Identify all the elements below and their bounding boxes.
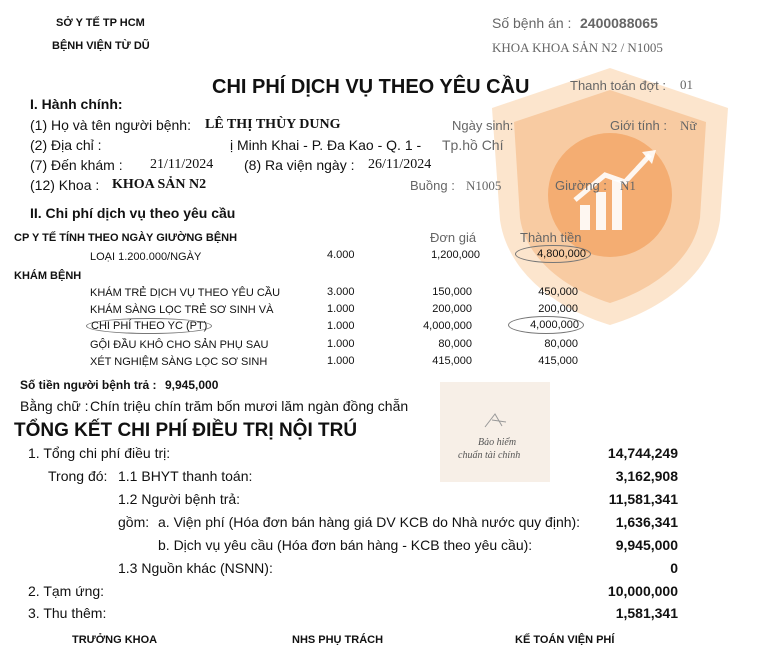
summary-title: TỔNG KẾT CHI PHÍ ĐIỀU TRỊ NỘI TRÚ bbox=[14, 420, 358, 441]
fee-b-value: 9,945,000 bbox=[615, 537, 678, 553]
service-price: 200,000 bbox=[432, 303, 472, 315]
total-label: 1. Tổng chi phí điều trị: bbox=[28, 445, 171, 461]
service-amount: 80,000 bbox=[544, 338, 578, 350]
city-value: Tp.hồ Chí bbox=[442, 137, 504, 153]
bhyt-value: 3,162,908 bbox=[615, 468, 678, 484]
service-name: CHI PHÍ THEO YC (PT) bbox=[86, 318, 212, 334]
gender-label: Giới tính : bbox=[610, 118, 667, 133]
services-section-title: II. Chi phí dịch vụ theo yêu cầu bbox=[30, 205, 236, 221]
ward-line: KHOA KHOA SẢN N2 / N1005 bbox=[492, 40, 663, 55]
dept-value: KHOA SẢN N2 bbox=[112, 177, 207, 192]
logo-text-2: chuẩn tài chính bbox=[458, 450, 521, 461]
includes-label: gồm: bbox=[118, 514, 150, 530]
admit-date: 21/11/2024 bbox=[150, 157, 214, 172]
record-label: Số bệnh án : bbox=[492, 15, 572, 31]
admin-section-title: I. Hành chính: bbox=[30, 96, 123, 112]
service-price: 415,000 bbox=[432, 355, 472, 367]
extra-label: 3. Thu thêm: bbox=[28, 605, 107, 621]
sign-nurse: NHS PHỤ TRÁCH bbox=[292, 634, 384, 646]
in-words-label: Bằng chữ : bbox=[20, 398, 89, 414]
group-title: KHÁM BỆNH bbox=[14, 270, 82, 282]
other-source-value: 0 bbox=[670, 560, 678, 576]
service-amount: 4,000,000 bbox=[508, 316, 584, 334]
address-label: (2) Địa chỉ : bbox=[30, 137, 102, 153]
bhyt-label: 1.1 BHYT thanh toán: bbox=[118, 468, 253, 484]
group-title: CP Y TẾ TÍNH THEO NGÀY GIƯỜNG BỆNH bbox=[14, 232, 238, 244]
of-which-label: Trong đó: bbox=[48, 468, 108, 484]
service-price: 80,000 bbox=[438, 338, 472, 350]
page-title: CHI PHÍ DỊCH VỤ THEO YÊU CẦU bbox=[212, 76, 530, 98]
fee-b-label: b. Dịch vụ yêu cầu (Hóa đơn bán hàng - KCB theo yêu cầu): bbox=[158, 537, 533, 553]
patient-pays-value: 9,945,000 bbox=[165, 378, 219, 392]
service-qty: 1.000 bbox=[327, 320, 355, 332]
advance-label: 2. Tạm ứng: bbox=[28, 583, 105, 599]
total-value: 14,744,249 bbox=[607, 445, 678, 461]
other-source-label: 1.3 Nguồn khác (NSNN): bbox=[118, 560, 273, 576]
room-value: N1005 bbox=[466, 178, 502, 193]
room-label: Buồng : bbox=[410, 178, 455, 193]
sign-accountant: KẾ TOÁN VIỆN PHÍ bbox=[515, 634, 615, 646]
service-qty: 1.000 bbox=[327, 303, 355, 315]
dept-of-health: SỞ Y TẾ TP HCM bbox=[56, 17, 145, 29]
gender-value: Nữ bbox=[680, 118, 697, 133]
service-price: 4,000,000 bbox=[423, 320, 472, 332]
advance-value: 10,000,000 bbox=[607, 583, 678, 599]
service-qty: 1.000 bbox=[327, 355, 355, 367]
hospital-name: BỆNH VIỆN TỪ DŨ bbox=[52, 40, 150, 52]
patient-name-label: (1) Họ và tên người bệnh: bbox=[30, 117, 191, 133]
service-name: XÉT NGHIỆM SÀNG LỌC SƠ SINH bbox=[90, 356, 268, 368]
service-qty: 3.000 bbox=[327, 286, 355, 298]
patient-name: LÊ THỊ THÙY DUNG bbox=[205, 117, 341, 132]
service-name: LOẠI 1.200.000/NGÀY bbox=[90, 251, 202, 263]
fee-a-label: a. Viện phí (Hóa đơn bán hàng giá DV KCB do Nhà nước quy định): bbox=[158, 514, 581, 530]
service-name: KHÁM TRẺ DỊCH VỤ THEO YÊU CẦU bbox=[90, 287, 281, 299]
address-value: ị Minh Khai - P. Đa Kao - Q. 1 - bbox=[230, 137, 422, 153]
insurance-logo bbox=[440, 382, 550, 482]
service-amount: 450,000 bbox=[538, 286, 578, 298]
patient-pays-label: Số tiền người bệnh trả : bbox=[20, 378, 157, 392]
admit-label: (7) Đến khám : bbox=[30, 157, 123, 173]
service-amount: 415,000 bbox=[538, 355, 578, 367]
service-name: KHÁM SÀNG LỌC TRẺ SƠ SINH VÀ bbox=[90, 304, 274, 316]
payment-round: 01 bbox=[680, 77, 693, 92]
payment-round-label: Thanh toán đợt : bbox=[570, 78, 666, 93]
service-qty: 4.000 bbox=[327, 249, 355, 261]
dept-label: (12) Khoa : bbox=[30, 177, 100, 193]
service-price: 1,200,000 bbox=[431, 249, 480, 261]
patient-value: 11,581,341 bbox=[608, 491, 678, 507]
service-amount: 200,000 bbox=[538, 303, 578, 315]
discharge-label: (8) Ra viện ngày : bbox=[244, 157, 355, 173]
dob-label: Ngày sinh: bbox=[452, 118, 514, 133]
unit-price-header: Đơn giá bbox=[430, 230, 477, 245]
service-amount: 4,800,000 bbox=[515, 245, 591, 263]
logo-sketch-icon bbox=[440, 402, 550, 442]
service-name: GỘI ĐẦU KHÔ CHO SẢN PHỤ SAU bbox=[90, 339, 269, 351]
service-price: 150,000 bbox=[432, 286, 472, 298]
record-number: 2400088065 bbox=[580, 15, 658, 31]
sign-head-of-dept: TRƯỞNG KHOA bbox=[72, 634, 158, 646]
bed-value: N1 bbox=[620, 178, 636, 193]
extra-value: 1,581,341 bbox=[615, 605, 678, 621]
logo-text-1: Bảo hiểm bbox=[478, 437, 517, 448]
bed-label: Giường : bbox=[555, 178, 607, 193]
patient-label: 1.2 Người bệnh trả: bbox=[118, 491, 241, 507]
discharge-date: 26/11/2024 bbox=[368, 157, 432, 172]
fee-a-value: 1,636,341 bbox=[615, 514, 678, 530]
in-words-value: Chín triệu chín trăm bốn mươi lăm ngàn đồng chẵn bbox=[90, 398, 409, 414]
amount-header: Thành tiền bbox=[520, 230, 582, 245]
service-qty: 1.000 bbox=[327, 338, 355, 350]
